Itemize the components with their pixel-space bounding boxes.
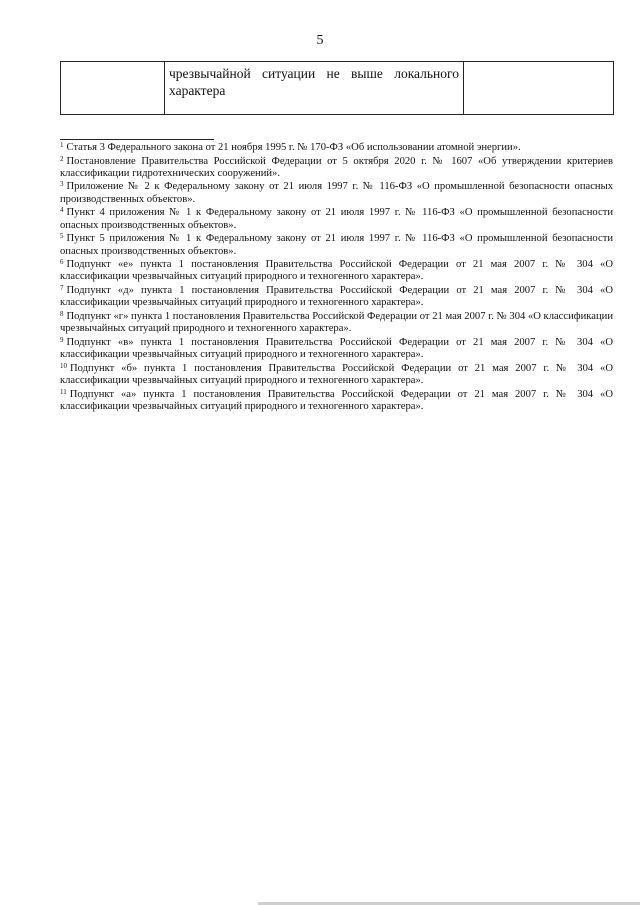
footnote-text: Подпункт «в» пункта 1 постановления Правительства Российской Федерации от 21 мая 2007 г. № 304 «О классификации чрезвычайных ситуаций природного и техногенного характера». — [60, 336, 613, 361]
footnote — [60, 363, 613, 388]
footnote — [60, 207, 613, 232]
footnote-number: 4 — [60, 206, 64, 215]
footnote — [60, 311, 613, 336]
footnote-number: 11 — [60, 387, 67, 396]
footnote-number: 8 — [60, 309, 64, 318]
table-row — [61, 62, 614, 115]
footnote — [60, 285, 613, 310]
footnote — [60, 233, 613, 258]
footnote-number: 9 — [60, 335, 64, 344]
page-number: 5 — [316, 33, 324, 48]
footnote — [60, 181, 613, 206]
footnote-number: 7 — [60, 284, 64, 293]
footnote-text: Постановление Правительства Российской Федерации от 5 октября 2020 г. № 1607 «Об утверждении критериев классификации гидротехнических сооружений». — [60, 155, 613, 179]
footnote — [60, 156, 613, 181]
footnote-separator — [60, 139, 214, 140]
cell-text-line: чрезвычайной ситуации не выше локального — [169, 66, 459, 81]
footnote-text: Подпункт «г» пункта 1 постановления Правительства Российской Федерации от 21 мая 2007 г. № 304 «О классификации чрезвычайных ситуаций природного и техногенного характера». — [60, 310, 613, 335]
table-cell-left — [61, 62, 165, 115]
table-cell-middle — [165, 62, 464, 115]
footnote — [60, 142, 613, 154]
footnote — [60, 389, 613, 414]
footnote-number: 1 — [60, 141, 64, 149]
footnote-number: 2 — [60, 154, 64, 163]
footnote-text: Приложение № 2 к Федеральному закону от 21 июля 1997 г. № 116-ФЗ «О промышленной безопасности опасных производственных объектов». — [60, 181, 613, 205]
footnote-text: Статья 3 Федерального закона от 21 ноября 1995 г. № 170-ФЗ «Об использовании атомной энергии». — [66, 142, 521, 153]
footnote-number: 10 — [60, 361, 67, 370]
footnotes-list — [60, 142, 613, 415]
footnote-text: Подпункт «а» пункта 1 постановления Правительства Российской Федерации от 21 мая 2007 г. № 304 «О классификации чрезвычайных ситуаций природного и техногенного характера». — [60, 388, 613, 412]
footnote-text: Подпункт «е» пункта 1 постановления Правительства Российской Федерации от 21 мая 2007 г. № 304 «О классификации чрезвычайных ситуаций природного и техногенного характера». — [60, 259, 613, 283]
footnote-text: Подпункт «д» пункта 1 постановления Правительства Российской Федерации от 21 мая 2007 г. № 304 «О классификации чрезвычайных ситуаций природного и техногенного характера». — [60, 285, 613, 309]
footnote-text: Пункт 5 приложения № 1 к Федеральному закону от 21 июля 1997 г. № 116-ФЗ «О промышленной безопасности опасных производственных объектов». — [60, 233, 613, 257]
footnote-number: 6 — [60, 258, 64, 267]
footnote — [60, 259, 613, 284]
footnote-number: 5 — [60, 232, 64, 241]
footnote-text: Подпункт «б» пункта 1 постановления Правительства Российской Федерации от 21 мая 2007 г. № 304 «О классификации чрезвычайных ситуаций природного и техногенного характера». — [60, 362, 613, 387]
footnote-number: 3 — [60, 180, 64, 189]
table-cell-right — [464, 62, 614, 115]
cell-text-line: характера — [169, 83, 226, 98]
continuation-table — [60, 61, 614, 115]
footnote — [60, 337, 613, 362]
footnote-text: Пункт 4 приложения № 1 к Федеральному закону от 21 июля 1997 г. № 116-ФЗ «О промышленной безопасности опасных производственных объектов». — [60, 207, 613, 231]
